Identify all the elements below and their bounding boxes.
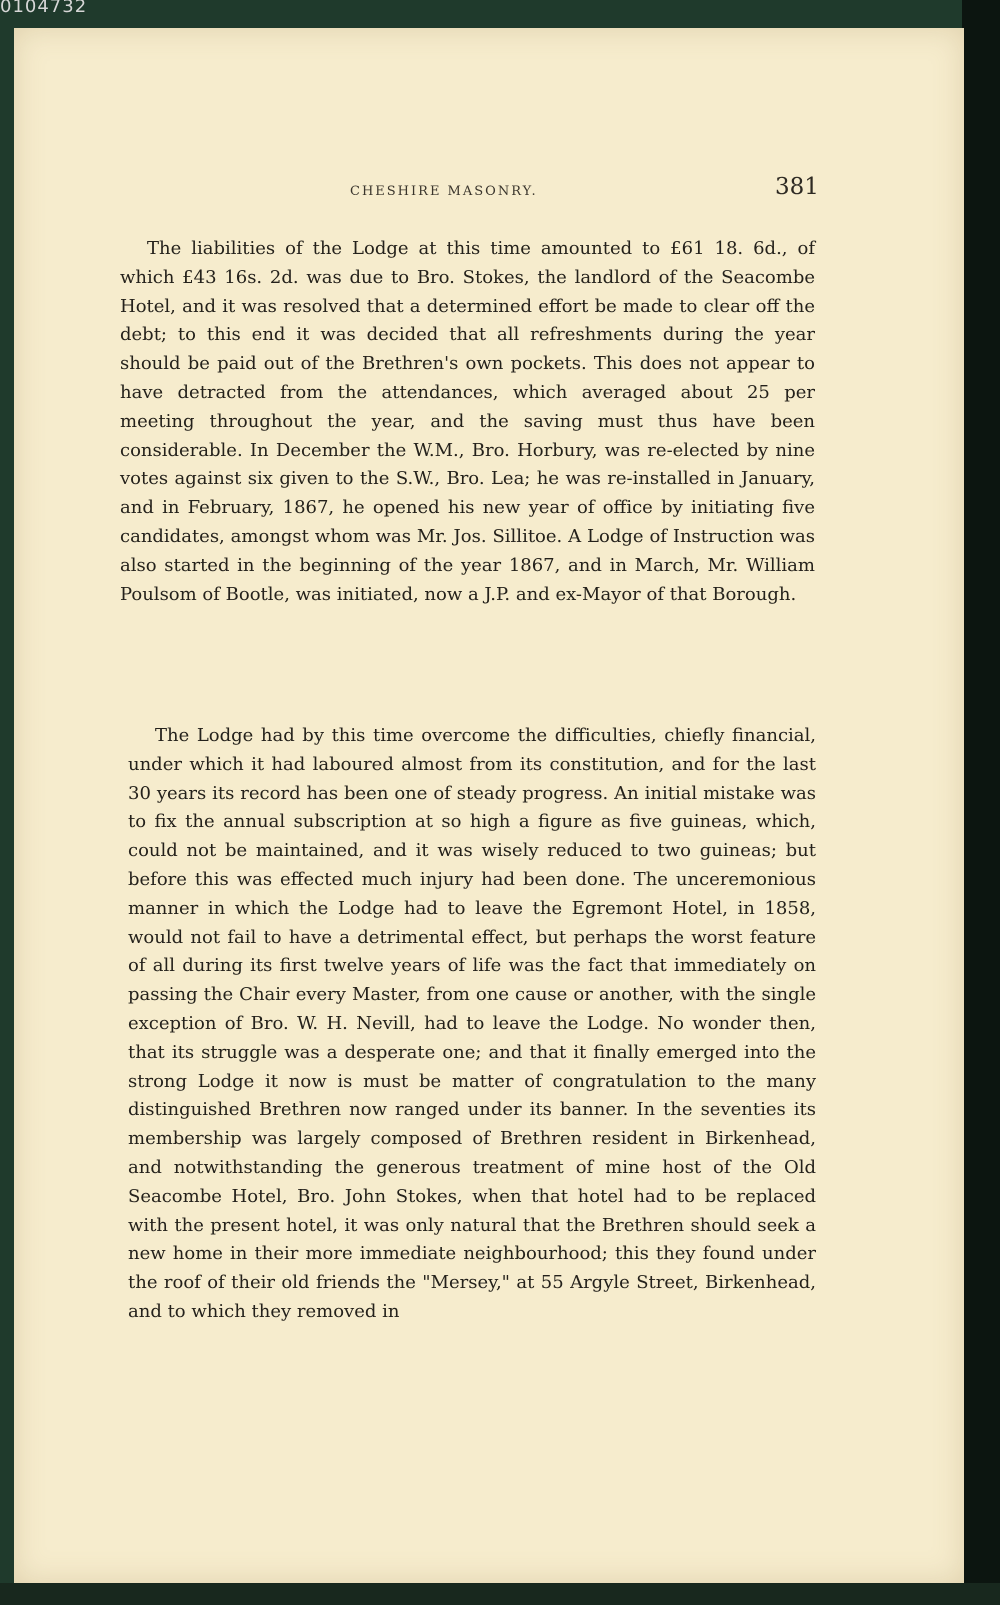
body-paragraph: The liabilities of the Lodge at this time amounted to £61 18. 6d., of which £43 16s. 2d. was due to Bro. Stokes, the landlord of the Seacombe Hotel, and it was resolved that a determined effort be made to clear off the debt; to this end it was decided that all refreshments during the year should be paid out of the Brethren's own pockets. This does not appear to have detracted from the attendances, which averaged about 25 per meeting throughout the year, and the saving must thus have been considerable. In December the W.M., Bro. Horbury, was re-elected by nine votes against six given to the S.W., Bro. Lea; he was re-installed in January, and in February, 1867, he opened his new year of office by initiating five candidates, amongst whom was Mr. Jos. Sillitoe. A Lodge of Instruction was also started in the beginning of the year 1867, and in March, Mr. William Poulsom of Bootle, was initiated, now a J.P. and ex-Mayor of that Borough. (120, 238, 815, 605)
page-number: 381 (775, 174, 819, 200)
scan-identifier: 0104732 (0, 0, 88, 14)
scan-bottom-edge (0, 1583, 1000, 1605)
running-title: CHESHIRE MASONRY. (350, 184, 538, 199)
body-paragraph: The Lodge had by this time overcome the difficulties, chiefly financial, under which it had laboured almost from its constitution, and for the last 30 years its record has been one of steady progress. An initial mistake was to fix the annual subscription at so high a figure as five guineas, which, could not be maintained, and it was wisely reduced to two guineas; but before this was effected much injury had been done. The unceremonious manner in which the Lodge had to leave the Egremont Hotel, in 1858, would not fail to have a detrimental effect, but perhaps the worst feature of all during its first twelve years of life was the fact that immediately on passing the Chair every Master, from one cause or another, with the single exception of Bro. W. H. Nevill, had to leave the Lodge. No wonder then, that its struggle was a desperate one; and that it finally emerged into the strong Lodge it now is must be matter of congratulation to the many distinguished Brethren now ranged under its banner. In the seventies its membership was largely composed of Brethren resident in Birkenhead, and notwithstanding the generous treatment of mine host of the Old Seacombe Hotel, Bro. John Stokes, when that hotel had to be replaced with the present hotel, it was only natural that the Brethren should seek a new home in their more immediate neighbourhood; this they found under the roof of their old friends the "Mersey," at 55 Argyle Street, Birkenhead, and to which they removed in (128, 725, 816, 1322)
book-spine-edge (962, 0, 1000, 1605)
